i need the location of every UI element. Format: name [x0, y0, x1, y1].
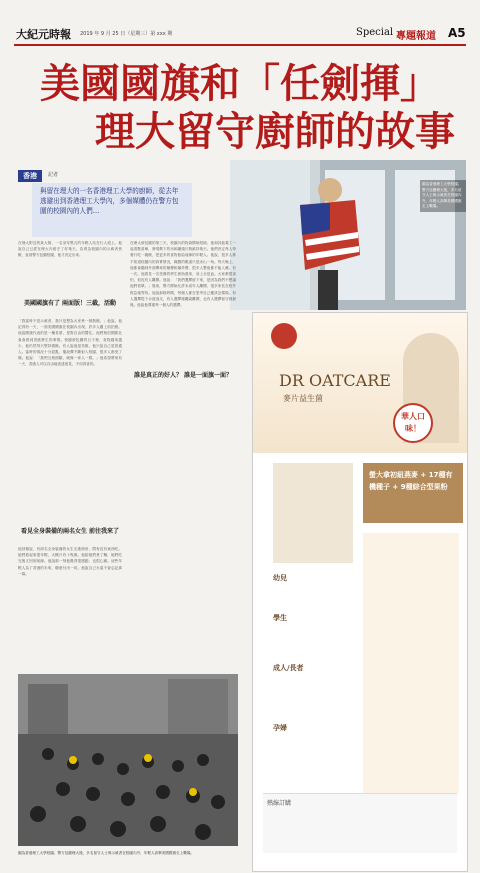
masthead-logo: 大紀元時報 — [16, 28, 71, 41]
subhead-flag-activity: 美國國旗有了 兩面版！三截，活動 — [23, 300, 117, 307]
ad-group-0: 幼兒 — [273, 574, 287, 582]
oatcare-advertisement[interactable] — [252, 312, 468, 872]
masthead-date: 2019 年 9 月 25 日（星期三）第 xxx 期 — [80, 31, 173, 37]
hero-photo-caption: 圖為香港理工大學校園。警方包圍理大後，多名留守人士與示威者在校園內外，年輕人高舉美國國旗走上戰場。 — [420, 180, 466, 212]
body-text-col1b: 「我當時不是示威者，我只是想為大家煮一餐熱飯。」他說。他記得有一天，一面美國國旗在校園內出現，許多人圍上前拍照。他說國旗代表的是一種希望，是對自由的嚮往。他們相信國際社會會看到香港發生的事情。校園被包圍的日子裡，食物越來越少，他仍然每天堅持做飯。有人說他是英雄，他只說自己是普通人。當時的情況十分混亂，催淚彈不斷射入校園，很多人都受了傷。他說：「我們互相照顧，就像一家人一樣。」他希望將來有一天，香港人可以自由地表達意見，不用再害怕。 — [18, 319, 122, 367]
ad-group-1: 學生 — [273, 614, 287, 622]
ad-hotline[interactable]: 熱線訂購 — [263, 793, 457, 853]
location-tag: 香港 — [18, 170, 42, 182]
masthead-rule — [14, 44, 466, 46]
byline: 記者 — [48, 172, 59, 178]
protest-photo — [18, 674, 238, 846]
ad-group-2: 成人/長者 — [273, 664, 304, 672]
subhead-two-girls: 看見全身裝備的兩名女生 前往我來了 — [20, 528, 120, 535]
section-label: 專題報道 — [396, 31, 436, 42]
headline-line-2: 理大留守廚師的故事 — [95, 108, 455, 155]
ad-slogan-badge: 華人口味！ — [393, 403, 433, 443]
body-text-col2: 在理大被包圍的第三天，校園內的物資開始短缺。他和其他義工一起清點倉庫，發現剩下的米和罐頭只夠維持幾天。他們決定每人每餐只吃一碗飯，把更多的食物留給前線的年輕人。他說，很多人都不知道校園內的真實情況，媒體的報道只是冰山一角。每天晚上，他都會聽到外面傳來的槍聲和爆炸聲，很多人整夜都不能入睡。有一次，他看見一名受傷的學生被抬進來，身上全是血。大家都很害怕，但沒有人離開。他說：「我們選擇留下來，是因為我們不想讓他們孤單。」後來，警方開始允許未成年人離開，很多家長在校外焦急地等待。他說那段時間，每個人都在思考自己應該怎樣做。有人選擇從下水道逃走，有人選擇爬繩索離開，也有人選擇留守到最後。他說他尊重每一個人的選擇。 — [130, 241, 236, 308]
lede-box: 與留在理大的一名香港理工大學的廚師，從去年逃避出到香港理工大學內，多個媒體仍在警方包圍的校園內的人們… — [32, 183, 192, 237]
ad-product-box — [273, 463, 353, 563]
body-text-col1c: 他回憶說，有兩名全身裝備的女生走進廚房，問有沒有東西吃。她們看起來很年輕，大概只有十幾歲。他給她們煮了麵，她們吃完後又回到前線。他說那一刻他覺得很感動，也很心痛。這些年輕人為了香港的未來，願意付出一切。他說自己永遠不會忘記那一幕。 — [18, 547, 122, 576]
ad-brand: DR OATCARE — [279, 371, 391, 390]
ad-subbrand: 麥片益生菌 — [283, 394, 323, 403]
protest-photo-image — [18, 674, 238, 846]
section-label-english: Special — [356, 27, 394, 38]
ad-logo-icon — [271, 323, 297, 349]
ad-headline: 螢大拿初紐燕麥 + 17種有機種子 + 9種綜合型果粉 — [363, 463, 463, 523]
protest-photo-caption: 圖為香港理工大學校園。警方包圍理大後，多名留守人士與示威者在校園內外，年輕人高舉美國國旗走上戰場。 — [18, 851, 195, 855]
headline-line-1: 美國國旗和「任劍揮」 — [40, 60, 440, 107]
ad-feature-list — [363, 533, 459, 793]
page-number: A5 — [448, 26, 466, 40]
subhead-good-people: 誰是真正的好人？ 誰是一面旗一面？ — [130, 372, 236, 380]
ad-group-3: 孕婦 — [273, 724, 287, 732]
body-text-col1a: 在理大附近的某大街，一名身穿黑衣的年輕人站在行人道上。他說自己已經在理大內留守了好幾天，負責為校園內的示威者煮飯，直到警方包圍校園，他才決定出來。 — [18, 241, 122, 258]
hero-photo — [230, 160, 466, 310]
